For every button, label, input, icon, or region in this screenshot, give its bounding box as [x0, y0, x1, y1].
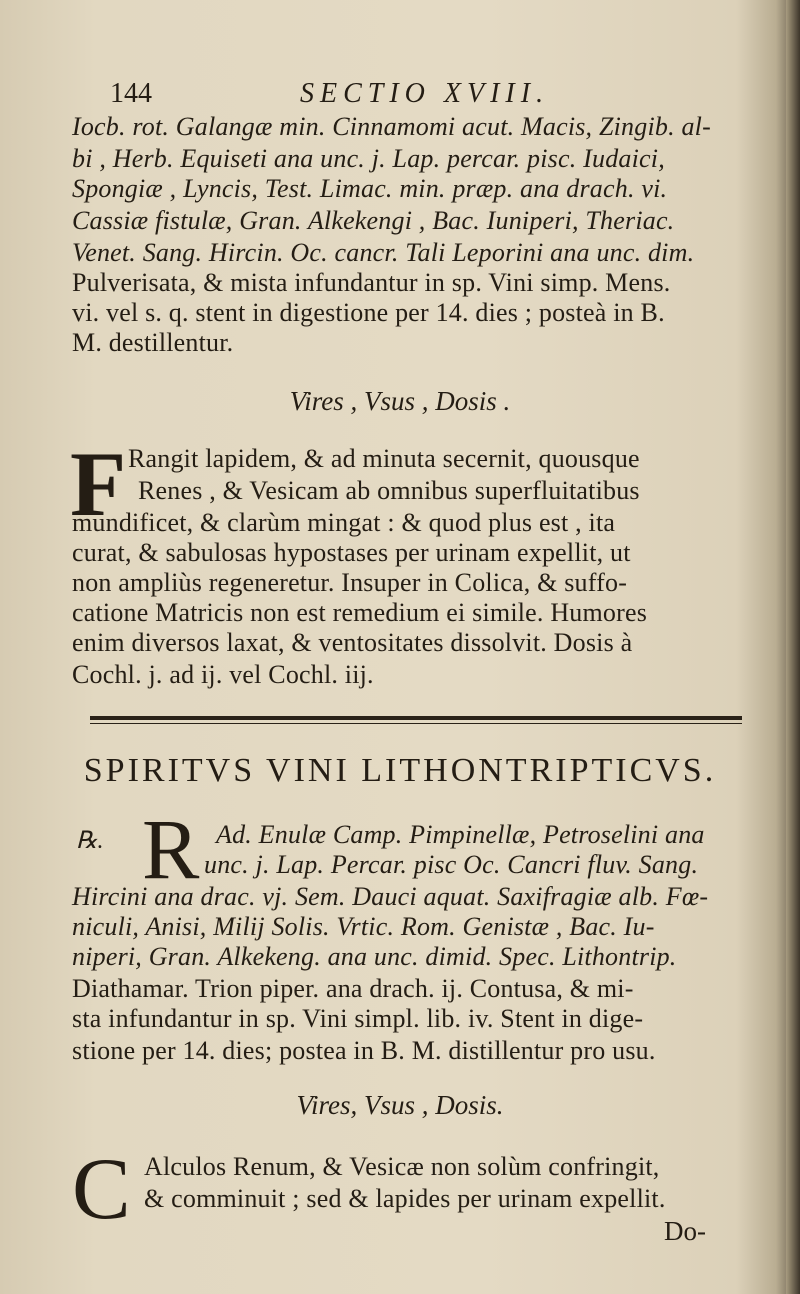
text-line: Ad. Enulæ Camp. Pimpinellæ, Petroselini ana: [216, 820, 705, 849]
recipe-symbol: ℞.: [76, 828, 104, 854]
chapter-title: SPIRITVS VINI LITHONTRIPTICVS.: [83, 752, 717, 789]
text-line: Alculos Renum, & Vesicæ non solùm confringit,: [144, 1152, 660, 1181]
text-line: M. destillentur.: [72, 328, 234, 357]
text-line: sta infundantur in sp. Vini simpl. lib. iv. Stent in dige-: [72, 1004, 644, 1033]
text-line: bi , Herb. Equiseti ana unc. j. Lap. percar. pisc. Iudaici,: [72, 144, 665, 173]
catchword: Do-: [664, 1216, 706, 1246]
text-line: non ampliùs regeneretur. Insuper in Colica, & suffo-: [72, 568, 628, 597]
divider-rule-thin: [90, 723, 742, 724]
drop-cap: C: [72, 1141, 131, 1238]
heading-vires-2: Vires, Vsus , Dosis.: [296, 1090, 504, 1120]
running-header: [110, 78, 549, 110]
text-line: Iocb. rot. Galangæ min. Cinnamomi acut. Macis, Zingib. al-: [72, 112, 711, 141]
heading-vires-1: Vires , Vsus , Dosis .: [289, 386, 511, 416]
page-number: 144: [110, 78, 152, 109]
text-line: Cassiæ fistulæ, Gran. Alkekengi , Bac. Iuniperi, Theriac.: [72, 206, 675, 235]
text-line: stione per 14. dies; postea in B. M. distillentur pro usu.: [72, 1036, 656, 1065]
drop-cap: F: [70, 433, 127, 535]
text-line: unc. j. Lap. Percar. pisc Oc. Cancri fluv. Sang.: [204, 850, 699, 879]
text-line: niperi, Gran. Alkekeng. ana unc. dimid. Spec. Lithontrip.: [72, 942, 677, 971]
text-line: Renes , & Vesicam ab omnibus superfluitatibus: [138, 476, 640, 505]
divider-rule: [90, 716, 742, 720]
text-line: catione Matricis non est remedium ei simile. Humores: [72, 598, 648, 627]
section-title: SECTIO XVIII.: [300, 78, 550, 109]
text-line: enim diversos laxat, & ventositates dissolvit. Dosis à: [72, 628, 633, 657]
text-line: Hircini ana drac. vj. Sem. Dauci aquat. Saxifragiæ alb. Fœ-: [72, 882, 709, 911]
text-line: curat, & sabulosas hypostases per urinam expellit, ut: [72, 538, 631, 567]
text-line: Diathamar. Trion piper. ana drach. ij. Contusa, & mi-: [72, 974, 634, 1003]
text-line: niculi, Anisi, Milij Solis. Vrtic. Rom. Genistæ , Bac. Iu-: [72, 912, 655, 941]
text-line: Venet. Sang. Hircin. Oc. cancr. Tali Leporini ana unc. dim.: [72, 238, 695, 267]
drop-cap: R: [142, 801, 200, 897]
text-line: Spongiæ , Lyncis, Test. Limac. min. præp. ana drach. vi.: [72, 174, 668, 203]
text-line: Pulverisata, & mista infundantur in sp. Vini simp. Mens.: [72, 268, 671, 297]
text-line: Rangit lapidem, & ad minuta secernit, quousque: [128, 444, 640, 473]
text-line: mundificet, & clarùm mingat : & quod plus est , ita: [72, 508, 616, 537]
text-line: & comminuit ; sed & lapides per urinam expellit.: [144, 1184, 666, 1213]
text-line: Cochl. j. ad ij. vel Cochl. iij.: [72, 660, 374, 689]
text-line: vi. vel s. q. stent in digestione per 14. dies ; posteà in B.: [72, 298, 665, 327]
